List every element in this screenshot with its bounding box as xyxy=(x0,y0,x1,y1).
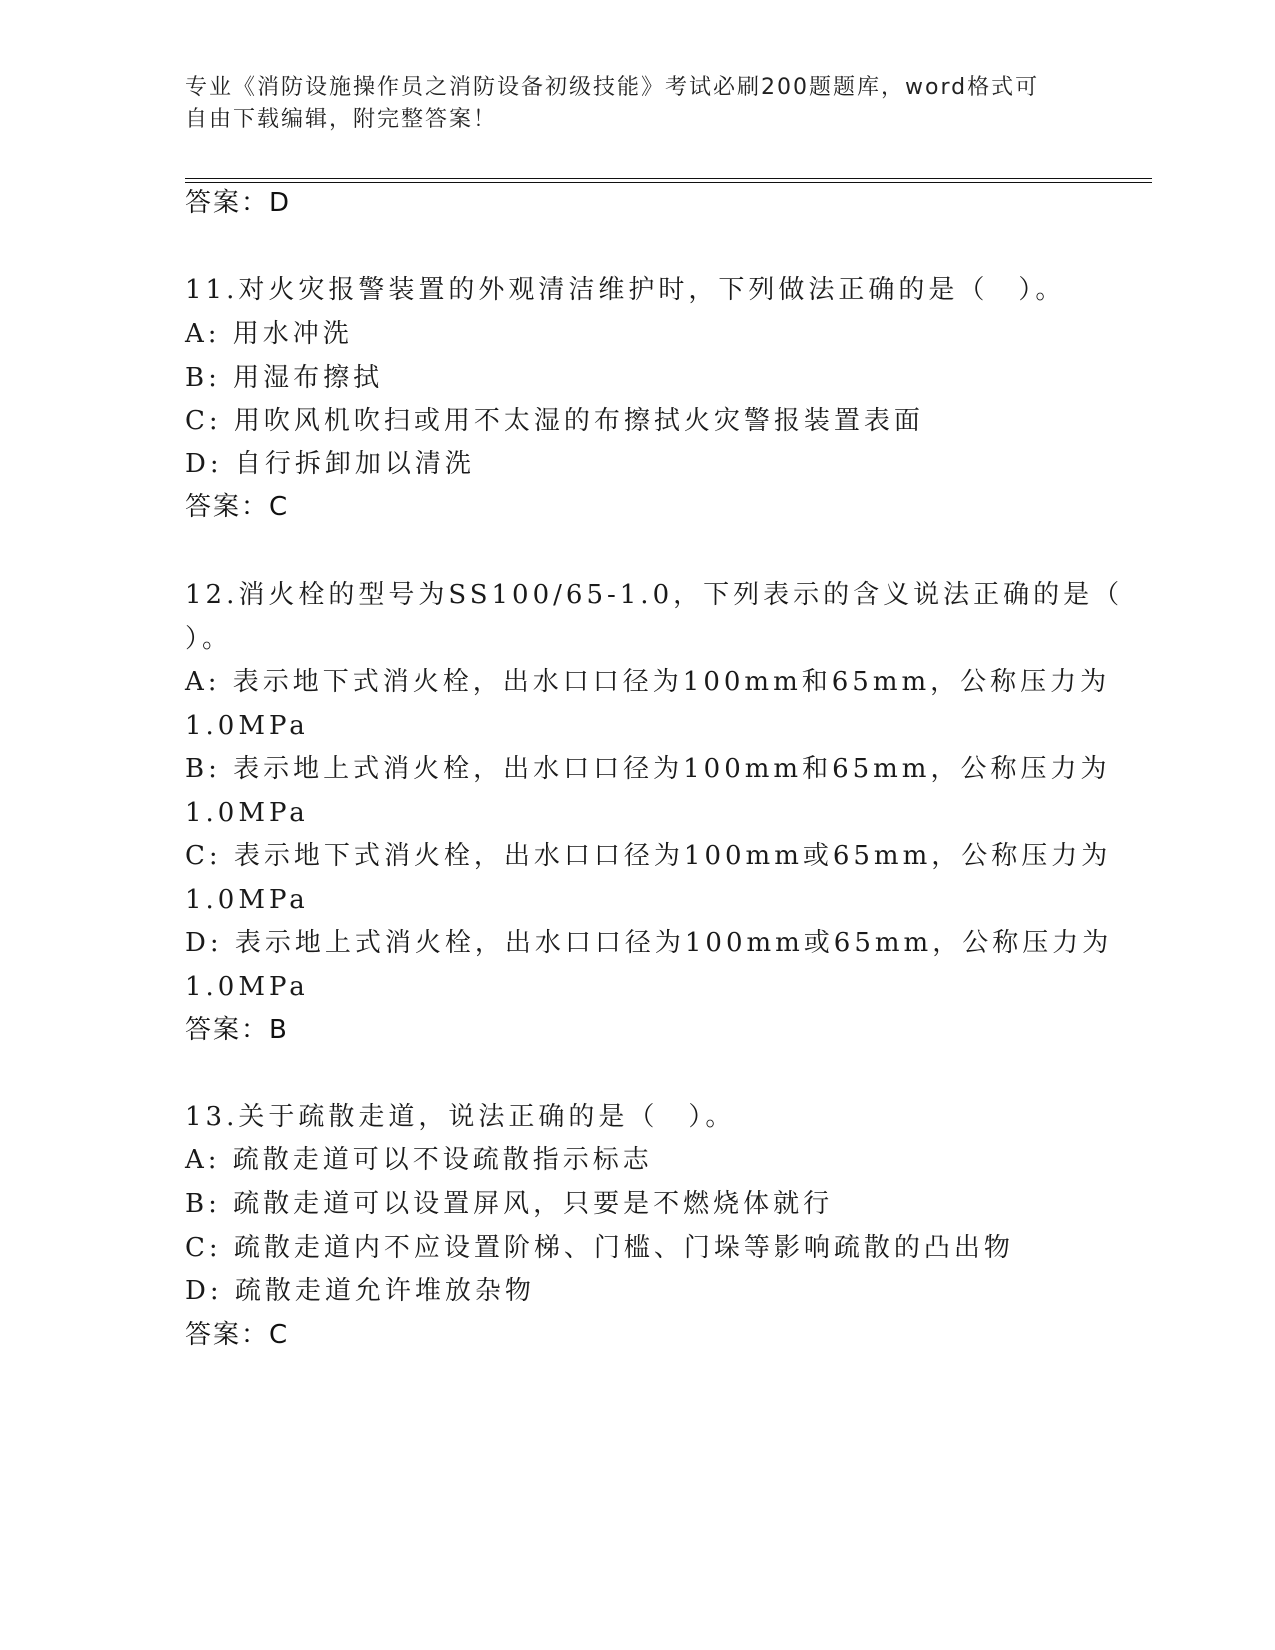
document-header xyxy=(185,72,1065,136)
question-11-option-d: D: 自行拆卸加以清洗 xyxy=(185,449,475,479)
question-12-option-c-line-2: 1.0MPa xyxy=(185,885,309,915)
question-12-stem-line-1: 12.消火栓的型号为SS100/65-1.0，下列表示的含义说法正确的是（ xyxy=(185,580,1124,610)
question-11-option-a: A: 用水冲洗 xyxy=(185,319,353,349)
answer-11: 答案：C xyxy=(185,492,290,522)
answer-12: 答案：B xyxy=(185,1015,289,1045)
question-11-option-c: C: 用吹风机吹扫或用不太湿的布擦拭火灾警报装置表面 xyxy=(185,406,924,436)
question-12-option-b-line-1: B: 表示地上式消火栓，出水口口径为100mm和65mm，公称压力为 xyxy=(185,754,1111,784)
answer-13: 答案：C xyxy=(185,1320,290,1350)
question-12-option-c-line-1: C: 表示地下式消火栓，出水口口径为100mm或65mm，公称压力为 xyxy=(185,841,1112,871)
question-11-option-b: B: 用湿布擦拭 xyxy=(185,363,384,393)
header-divider-top xyxy=(185,178,1152,179)
question-13-option-c: C: 疏散走道内不应设置阶梯、门槛、门垛等影响疏散的凸出物 xyxy=(185,1233,1014,1263)
header-divider-bottom xyxy=(185,182,1152,183)
question-11-stem: 11.对火灾报警装置的外观清洁维护时，下列做法正确的是（ ）。 xyxy=(185,275,1066,305)
header-line-1: 专业《消防设施操作员之消防设备初级技能》考试必刷200题题库，word格式可 xyxy=(185,75,1040,100)
question-12-stem-line-2: ）。 xyxy=(185,624,233,654)
question-13-option-a: A: 疏散走道可以不设疏散指示标志 xyxy=(185,1145,653,1175)
question-13-stem: 13.关于疏散走道，说法正确的是（ ）。 xyxy=(185,1102,736,1132)
question-12-option-d-line-2: 1.0MPa xyxy=(185,972,309,1002)
question-12-option-a-line-2: 1.0MPa xyxy=(185,711,309,741)
question-12-option-d-line-1: D: 表示地上式消火栓，出水口口径为100mm或65mm，公称压力为 xyxy=(185,928,1113,958)
question-12-option-b-line-2: 1.0MPa xyxy=(185,798,309,828)
question-13-option-b: B: 疏散走道可以设置屏风，只要是不燃烧体就行 xyxy=(185,1189,834,1219)
header-line-2: 自由下载编辑，附完整答案！ xyxy=(185,107,498,132)
answer-10: 答案：D xyxy=(185,188,292,218)
question-12-option-a-line-1: A: 表示地下式消火栓，出水口口径为100mm和65mm，公称压力为 xyxy=(185,667,1111,697)
question-13-option-d: D: 疏散走道允许堆放杂物 xyxy=(185,1276,535,1306)
